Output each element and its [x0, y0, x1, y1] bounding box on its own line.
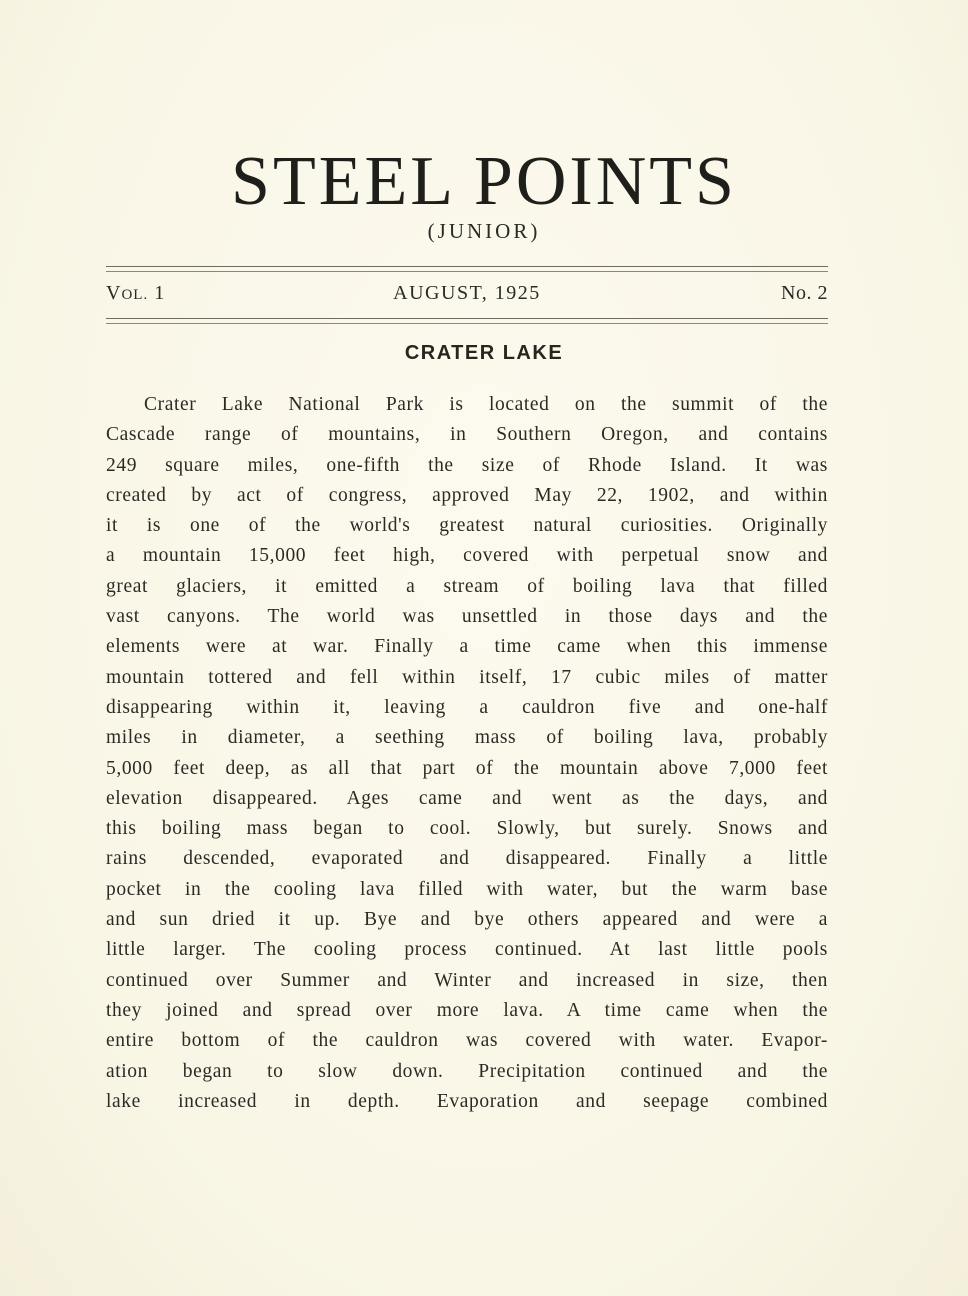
- volume-prefix: V: [106, 282, 122, 304]
- volume-small-caps: OL.: [121, 287, 149, 303]
- body-line: pocket in the cooling lava filled with water, but the warm base: [106, 878, 828, 900]
- body-line: Crater Lake National Park is located on the summit of the: [144, 394, 828, 415]
- body-line: elements were at war. Finally a time came when this immense: [106, 636, 828, 658]
- body-line: disappearing within it, leaving a cauldron five and one-half: [106, 696, 828, 718]
- article-body: [106, 390, 828, 1117]
- body-line: continued over Summer and Winter and increased in size, then: [106, 969, 828, 991]
- body-line: they joined and spread over more lava. A time came when the: [106, 999, 828, 1021]
- issue-number: No. 2: [781, 282, 828, 304]
- body-line: lake increased in depth. Evaporation and seepage combined: [106, 1090, 828, 1112]
- top-rule-lower: [106, 271, 828, 272]
- body-line: rains descended, evaporated and disappeared. Finally a little: [106, 848, 828, 870]
- body-line: ation began to slow down. Precipitation continued and the: [106, 1060, 828, 1082]
- body-line: entire bottom of the cauldron was covered with water. Evapor-: [106, 1030, 828, 1052]
- body-line: great glaciers, it emitted a stream of boiling lava that filled: [106, 575, 828, 597]
- body-line: a mountain 15,000 feet high, covered with perpetual snow and: [106, 545, 828, 567]
- body-line: vast canyons. The world was unsettled in those days and the: [106, 606, 828, 628]
- body-line: 5,000 feet deep, as all that part of the mountain above 7,000 feet: [106, 757, 828, 779]
- body-line: created by act of congress, approved May 22, 1902, and within: [106, 484, 828, 506]
- issue-date: AUGUST, 1925: [393, 282, 541, 304]
- masthead-title: STEEL POINTS: [231, 143, 737, 220]
- body-line: this boiling mass began to cool. Slowly, but surely. Snows and: [106, 818, 828, 840]
- body-line: mountain tottered and fell within itself, 17 cubic miles of matter: [106, 666, 828, 688]
- body-line: 249 square miles, one-fifth the size of Rhode Island. It was: [106, 454, 828, 476]
- masthead-subtitle: (JUNIOR): [427, 219, 541, 243]
- body-line: little larger. The cooling process continued. At last little pools: [106, 939, 828, 961]
- body-line: miles in diameter, a seething mass of boiling lava, probably: [106, 727, 828, 749]
- bottom-rule-upper: [106, 318, 828, 319]
- bottom-rule-lower: [106, 323, 828, 324]
- volume-number: 1: [154, 282, 166, 304]
- body-line: and sun dried it up. Bye and bye others appeared and were a: [106, 909, 828, 931]
- article-title: CRATER LAKE: [404, 342, 564, 364]
- top-rule-upper: [106, 266, 828, 267]
- issue-info-bar: [106, 282, 828, 310]
- body-line: elevation disappeared. Ages came and went as the days, and: [106, 787, 828, 809]
- body-line: Cascade range of mountains, in Southern Oregon, and contains: [106, 424, 828, 446]
- body-line: it is one of the world's greatest natural curiosities. Originally: [106, 515, 828, 537]
